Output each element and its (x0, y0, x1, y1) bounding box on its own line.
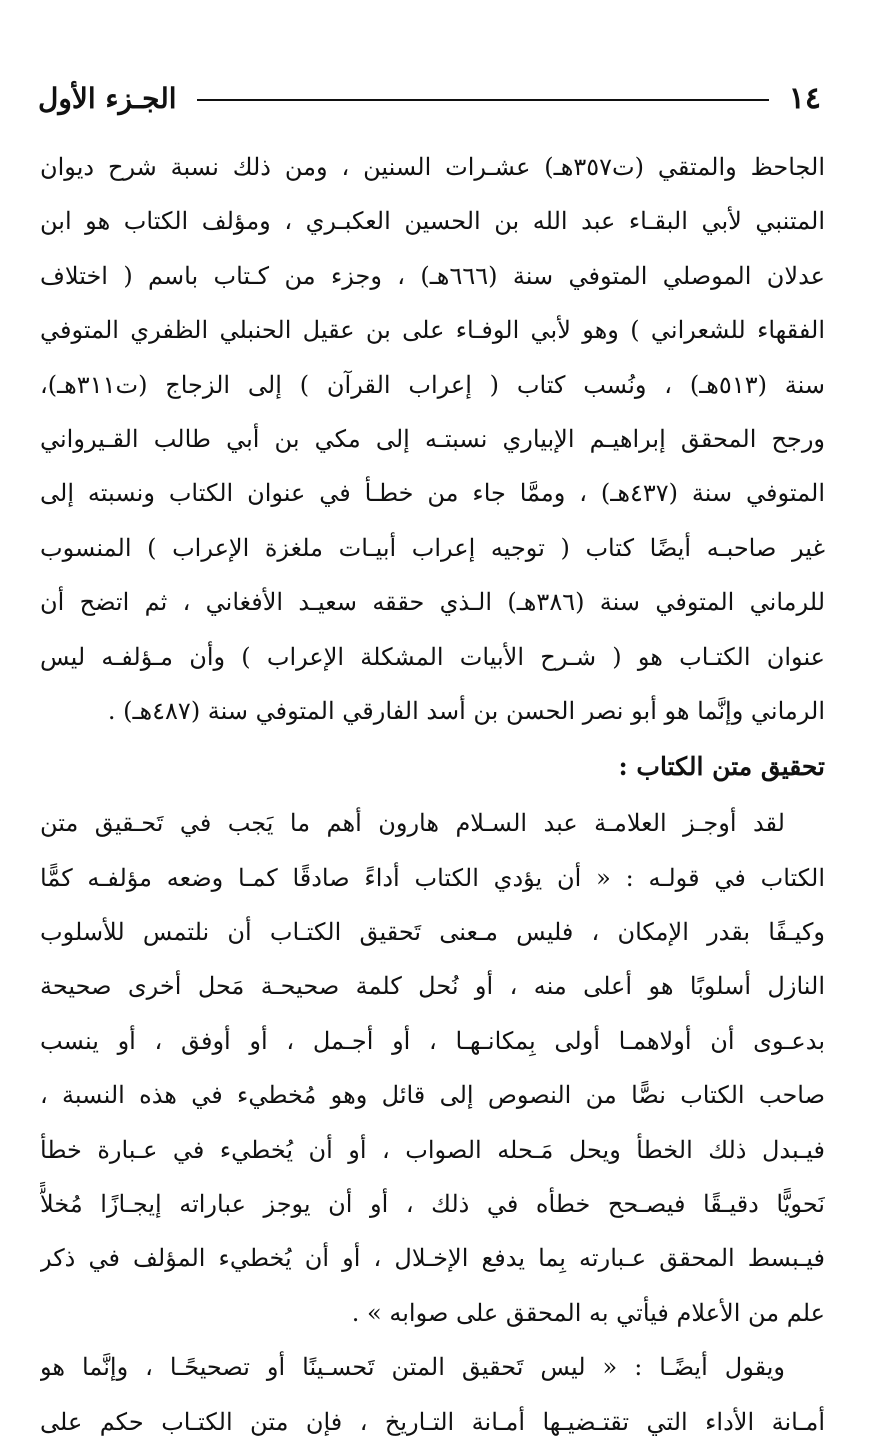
text-line: بدعـوى أن أولاهمـا أولى بِمكانـهـا ، أو أجـمل ، أو أوفق ، أو ينسب (40, 1026, 825, 1055)
text-line: سنة (٥١٣هـ) ، ونُسب كتاب ( إعراب القرآن ) إلى الزجاج (ت٣١١هـ)، (40, 370, 825, 399)
text-line: لقد أوجـز العلامـة عبد السـلام هارون أهم ما يَجب في تَحـقيق متن (40, 809, 785, 838)
paragraph-quotation (40, 796, 825, 1340)
text-line: ويقول أيضًـا : « ليس تَحقيق المتن تَحسـينًا أو تصحيحًـا ، وإنَّما هو (40, 1353, 785, 1382)
text-line: عنوان الكتـاب هو ( شـرح الأبيات المشكلة الإعراب ) وأن مـؤلفـه ليس (40, 642, 825, 671)
text-line: الكتاب في قولـه : « أن يؤدي الكتاب أداءً صادقًا كمـا وضعه مؤلفـه كمًّا (40, 863, 825, 892)
text-line: عدلان الموصلي المتوفي سنة (٦٦٦هـ) ، وجزء من كـتاب باسم ( اختلاف (40, 261, 825, 290)
text-line: غير صاحبـه أيضًا كتاب ( توجيه إعراب أبيـات ملغزة الإعراب ) المنسوب (40, 533, 825, 562)
text-line: صاحب الكتاب نصًّا من النصوص إلى قائل وهو مُخطيء في هذه النسبة ، (40, 1081, 825, 1110)
text-line: فيـبدل ذلك الخطأ ويحل مَـحله الصواب ، أو أن يُخطيء في عـبارة خطأ (40, 1135, 825, 1164)
section-heading: تحقيق متن الكتاب : (618, 752, 825, 782)
text-line: علم من الأعلام فيأتي به المحقق على صوابه » . (351, 1298, 825, 1327)
page-number: ١٤ (788, 80, 821, 116)
text-line: الجاحظ والمتقي (ت٣٥٧هـ) عشـرات السنين ، ومن ذلك نسبة شرح ديوان (40, 153, 825, 181)
text-line: ورجح المحقق إبراهيـم الإبياري نسبتـه إلى مكي بن أبي طالب القـيرواني (40, 424, 825, 453)
header-rule (197, 99, 769, 101)
running-title: الجـزء الأول (38, 81, 177, 115)
text-line: المتنبي لأبي البقـاء عبد الله بن الحسين العكبـري ، ومؤلف الكتاب هو ابن (40, 207, 825, 236)
text-line: المتوفي سنة (٤٣٧هـ) ، وممَّا جاء من خطـأ في عنوان الكتاب ونسبته إلى (40, 479, 825, 508)
paragraph-manuscript-attribution (40, 140, 825, 738)
text-line: فيـبسط المحقق عـبارته بِما يدفع الإخـلال ، أو أن يُخطيء المؤلف في ذكر (40, 1244, 825, 1273)
text-line: وكيـفًا بقدر الإمكان ، فليس مـعنى تَحقيق الكتـاب أن نلتمس للأسلوب (40, 918, 825, 947)
text-line: الفقهاء للشعراني ) وهو لأبي الوفـاء على بن عقيل الحنبلي الظفري المتوفي (40, 316, 825, 345)
page-body (40, 140, 825, 1449)
page-header (38, 78, 821, 118)
text-line: الرماني وإنَّما هو أبو نصر الحسن بن أسد الفارقي المتوفي سنة (٤٨٧هـ) . (107, 696, 825, 725)
text-line: النازل أسلوبًا هو أعلى منه ، أو نُحل كلمة صحيحـة مَحل أخرى صحيحة (40, 972, 825, 1001)
text-line: أمـانة الأداء التي تقتـضيـها أمـانة التـاريخ ، فإن متن الكتـاب حكم على (40, 1407, 825, 1436)
text-line: نَحويًّا دقيـقًا فيصـحح خطأه في ذلك ، أو أن يوجز عباراته إيجـازًا مُخلاًّ (40, 1190, 825, 1219)
paragraph-continuation (40, 1340, 825, 1449)
text-line: للرماني المتوفي سنة (٣٨٦هـ) الـذي حققه سعيـد الأفغاني ، ثم اتضح أن (40, 588, 825, 617)
